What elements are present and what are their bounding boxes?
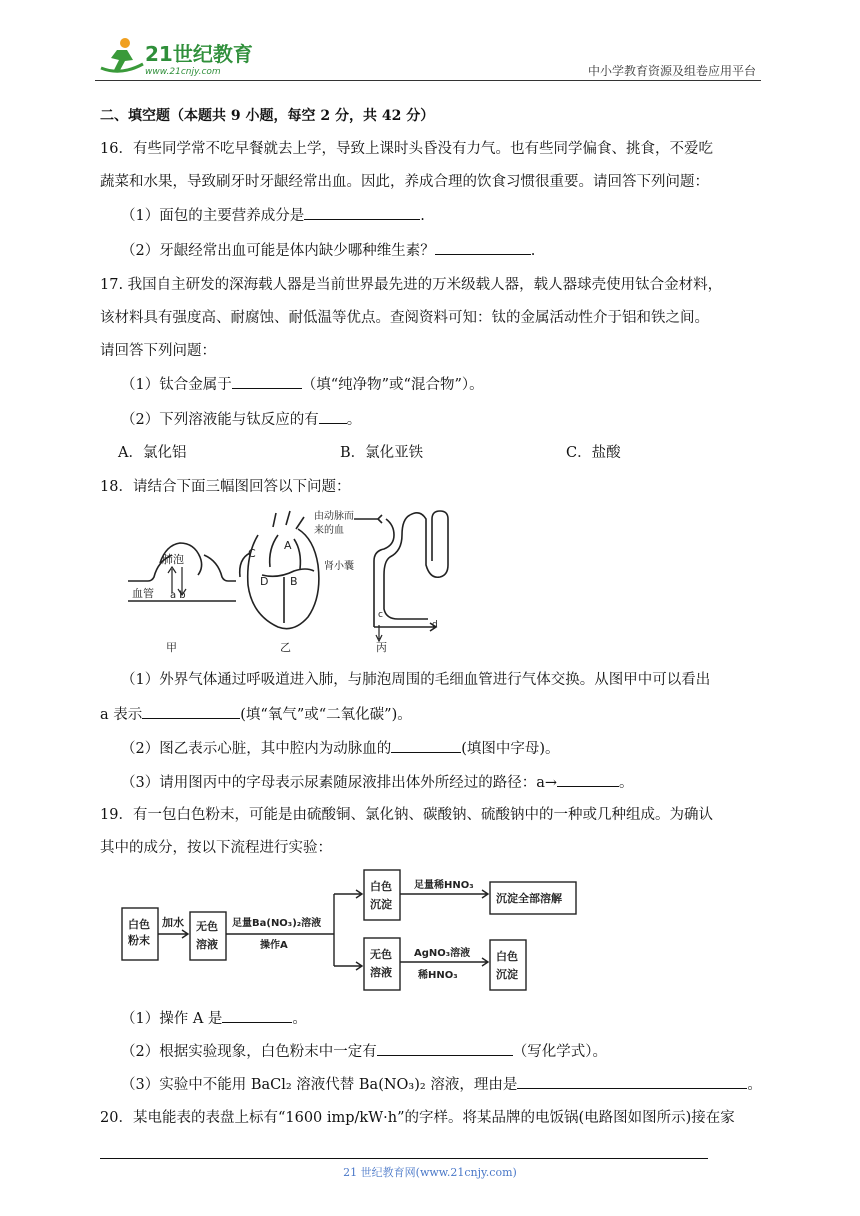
svg-text:肺泡: 肺泡: [162, 553, 184, 566]
svg-text:www.21cnjy.com: www.21cnjy.com: [145, 67, 221, 77]
svg-text:AgNO₃溶液: AgNO₃溶液: [414, 948, 471, 959]
q16-stem-line1: 16．有些同学常不吃早餐就去上学，导致上课时头昏没有力气。也有些同学偏食、挑食，不爱吃: [100, 141, 713, 157]
q16-part2: （2）牙龈经常出血可能是体内缺少哪种维生素？ .: [121, 240, 535, 261]
svg-text:c: c: [378, 610, 383, 620]
q18-part3: （3）请用图丙中的字母表示尿素随尿液排出体外所经过的路径：a→ 。: [121, 772, 634, 793]
svg-text:溶液: 溶液: [196, 938, 218, 951]
svg-text:沉淀: 沉淀: [496, 968, 518, 981]
answer-blank[interactable]: [435, 240, 531, 255]
q19-stem-line2: 其中的成分，按以下流程进行实验：: [100, 840, 332, 856]
option-b[interactable]: B．氯化亚铁: [340, 445, 424, 461]
svg-text:来的血: 来的血: [314, 525, 344, 536]
q17-options: [0, 443, 860, 463]
svg-text:肾小囊: 肾小囊: [324, 561, 354, 572]
answer-blank[interactable]: [557, 772, 619, 787]
answer-blank[interactable]: [391, 738, 461, 753]
svg-text:稀HNO₃: 稀HNO₃: [418, 970, 458, 981]
answer-blank[interactable]: [304, 205, 420, 220]
svg-text:白色: 白色: [496, 950, 518, 963]
q19-flowchart: [118, 864, 578, 994]
svg-text:加水: 加水: [162, 916, 184, 929]
svg-text:甲: 甲: [166, 641, 177, 654]
svg-text:无色: 无色: [370, 948, 392, 961]
q17-stem-line1: 17. 我国自主研发的深海载人器是当前世界最先进的万米级载人器，载人器球壳使用钛合金材料，: [100, 277, 723, 293]
svg-text:沉淀: 沉淀: [370, 898, 392, 911]
svg-text:d: d: [432, 620, 438, 630]
answer-blank[interactable]: [142, 704, 240, 719]
q18-figure: [118, 505, 453, 657]
svg-text:A: A: [284, 539, 292, 552]
site-logo: [95, 34, 260, 80]
option-a[interactable]: A．氯化铝: [118, 445, 187, 461]
q17-stem-line2: 该材料具有强度高、耐腐蚀、耐低温等优点。查阅资料可知：钛的金属活动性介于铝和铁之间。: [100, 310, 709, 326]
answer-blank[interactable]: [377, 1041, 513, 1056]
footer-text[interactable]: 21 世纪教育网(www.21cnjy.com): [343, 1166, 517, 1179]
platform-name: 中小学教育资源及组卷应用平台: [587, 64, 756, 78]
q17-part2: （2）下列溶液能与钛反应的有 。: [121, 409, 361, 430]
answer-blank[interactable]: [222, 1008, 292, 1023]
q18-stem: 18．请结合下面三幅图回答以下问题：: [100, 479, 351, 495]
q18-part2: （2）图乙表示心脏，其中腔内为动脉血的 (填图中字母)。: [121, 738, 560, 759]
q18-part1-line2: a 表示 (填“氧气”或“二氧化碳”)。: [100, 704, 412, 725]
answer-blank[interactable]: [319, 409, 347, 424]
q19-stem-line1: 19．有一包白色粉末，可能是由硫酸铜、氯化钠、碳酸钠、硫酸钠中的一种或几种组成。为确认: [100, 807, 713, 823]
q16-stem-line2: 蔬菜和水果，导致刷牙时牙龈经常出血。因此，养成合理的饮食习惯很重要。请回答下列问题：: [100, 174, 709, 190]
svg-text:C: C: [248, 547, 256, 560]
svg-text:无色: 无色: [196, 920, 218, 933]
footer-divider: [100, 1158, 708, 1159]
answer-blank[interactable]: [517, 1074, 747, 1089]
q19-part2: （2）根据实验现象，白色粉末中一定有 （写化学式）。: [121, 1041, 607, 1062]
svg-text:21世纪教育: 21世纪教育: [145, 42, 253, 66]
svg-text:a b: a b: [170, 590, 186, 601]
svg-text:操作A: 操作A: [260, 940, 288, 951]
svg-text:乙: 乙: [280, 641, 291, 654]
q16-part1: （1）面包的主要营养成分是 .: [121, 205, 425, 226]
header-divider: [95, 80, 761, 81]
q19-part3: （3）实验中不能用 BaCl₂ 溶液代替 Ba(NO₃)₂ 溶液，理由是 。: [121, 1074, 762, 1095]
svg-text:溶液: 溶液: [370, 966, 392, 979]
svg-text:沉淀全部溶解: 沉淀全部溶解: [496, 892, 562, 905]
figure-heart: [240, 511, 319, 629]
svg-text:B: B: [290, 575, 298, 588]
svg-text:丙: 丙: [376, 641, 387, 654]
svg-text:D: D: [260, 575, 269, 588]
svg-text:足量Ba(NO₃)₂溶液: 足量Ba(NO₃)₂溶液: [232, 918, 322, 929]
q17-stem-line3: 请回答下列问题：: [100, 343, 216, 359]
svg-text:由动脉而: 由动脉而: [314, 511, 354, 522]
svg-text:白色: 白色: [370, 880, 392, 893]
svg-text:血管: 血管: [132, 587, 154, 600]
q17-part1: （1）钛合金属于 （填“纯净物”或“混合物”）。: [121, 374, 484, 395]
q20-stem: 20．某电能表的表盘上标有“1600 imp/kW·h”的字样。将某品牌的电饭锅(电路图如图所示)接在家: [100, 1110, 735, 1126]
q18-part1-line1: （1）外界气体通过呼吸道进入肺，与肺泡周围的毛细血管进行气体交换。从图甲中可以看出: [121, 672, 711, 688]
runner-icon: [101, 38, 143, 72]
section-title: 二、填空题（本题共 9 小题，每空 2 分，共 42 分）: [100, 108, 435, 124]
option-c[interactable]: C．盐酸: [566, 445, 621, 461]
svg-text:粉末: 粉末: [128, 934, 150, 947]
svg-text:白色: 白色: [128, 918, 150, 931]
q19-part1: （1）操作 A 是 。: [121, 1008, 307, 1029]
answer-blank[interactable]: [232, 374, 302, 389]
svg-text:足量稀HNO₃: 足量稀HNO₃: [414, 880, 474, 891]
